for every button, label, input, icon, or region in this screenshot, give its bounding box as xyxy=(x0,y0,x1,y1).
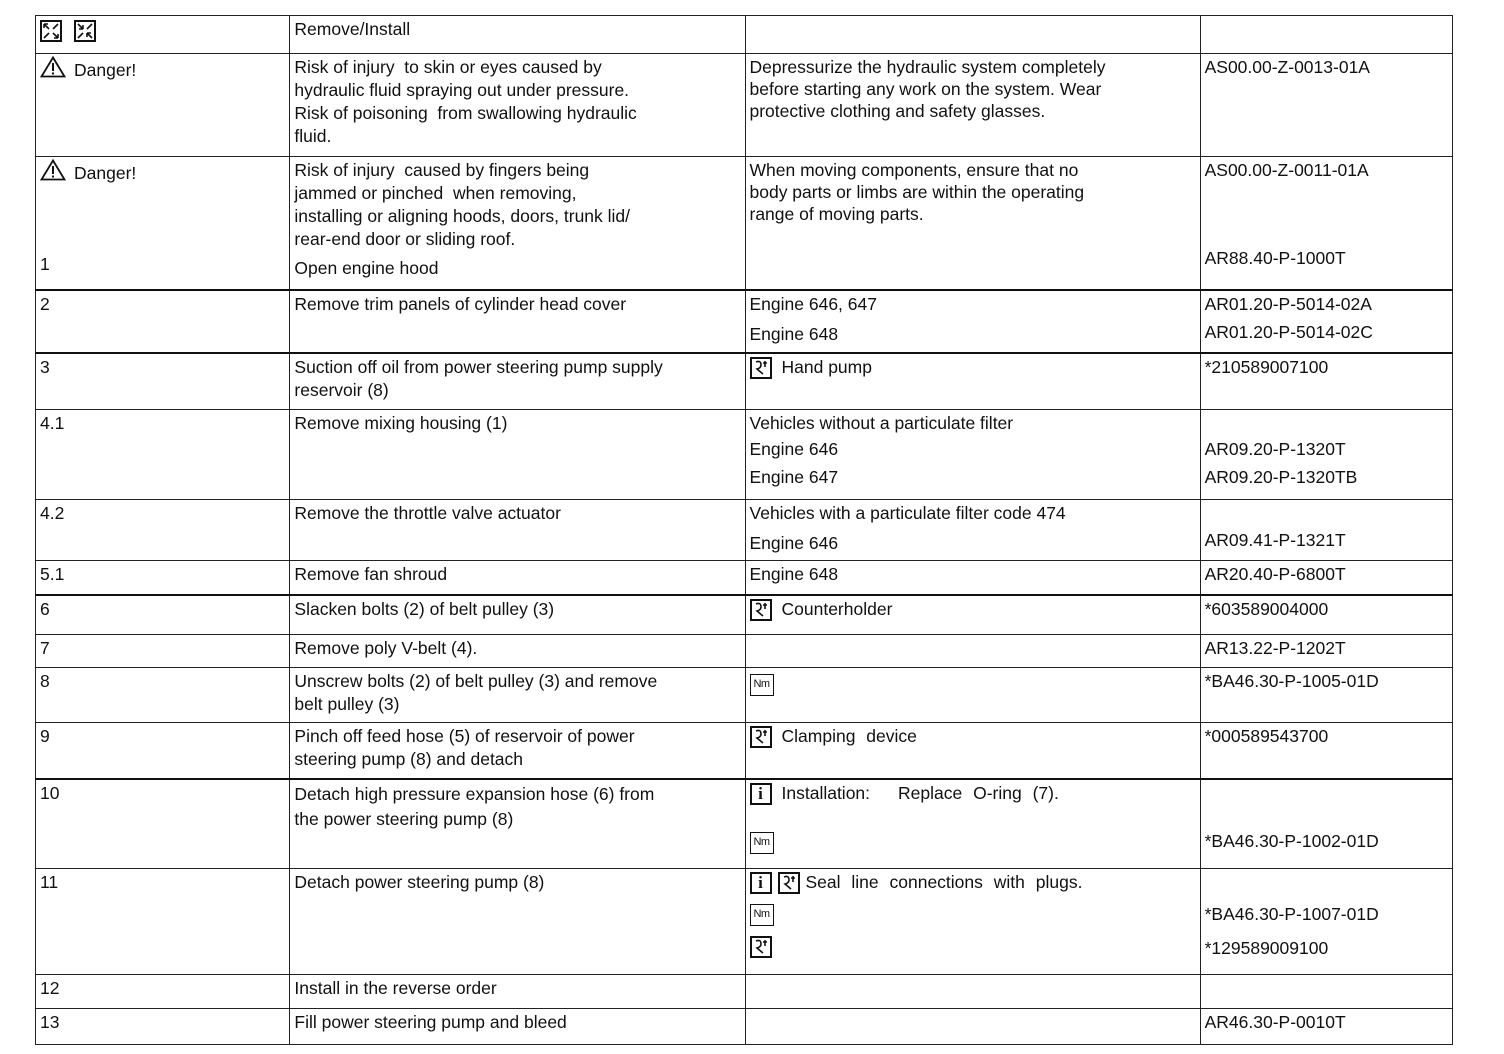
step-ref: AR20.40-P-6800T xyxy=(1200,561,1452,596)
special-tool-icon xyxy=(750,726,772,748)
step-number: 12 xyxy=(36,975,290,1009)
step-ref: *BA46.30-P-1002-01D xyxy=(1204,831,1379,851)
step-action: Remove trim panels of cylinder head cover xyxy=(290,290,745,353)
step-number: 1 xyxy=(40,254,50,274)
table-row xyxy=(36,500,1453,561)
procedure-table xyxy=(35,15,1453,1045)
torque-nm-icon: Nm xyxy=(750,674,774,696)
danger-label: Danger! xyxy=(74,59,137,80)
danger-ref: AS00.00-Z-0011-01A xyxy=(1204,160,1369,180)
header-empty-3 xyxy=(745,16,1200,54)
step-number: 7 xyxy=(36,635,290,668)
step-number: 8 xyxy=(36,668,290,723)
header-title: Remove/Install xyxy=(290,16,745,54)
danger-measure-text: When moving components, ensure that no body parts or limbs are within the operating range of moving parts. xyxy=(745,157,1200,291)
step-note: Seal line connections with plugs. xyxy=(805,872,1083,892)
table-row xyxy=(36,595,1453,635)
step-action: Fill power steering pump and bleed xyxy=(290,1009,745,1045)
step-action: Open engine hood xyxy=(294,258,439,278)
table-row: 9 Pinch off feed hose (5) of reservoir of power steering pump (8) and detach Clamping device *000589543700 xyxy=(36,723,1453,780)
table-row xyxy=(36,635,1453,668)
step-ref: AR13.22-P-1202T xyxy=(1200,635,1452,668)
step-number: 3 xyxy=(36,353,290,410)
step-ref: AR09.41-P-1321T xyxy=(1204,530,1346,550)
table-row xyxy=(36,1009,1453,1045)
step-action: Remove fan shroud xyxy=(290,561,745,596)
step-note: Counterholder xyxy=(781,599,893,619)
info-icon: i xyxy=(750,872,772,894)
step-action: Install in the reverse order xyxy=(290,975,745,1009)
step-ref: AR09.20-P-1320TB xyxy=(1204,467,1358,487)
info-icon: i xyxy=(750,783,772,805)
special-tool-icon xyxy=(750,599,772,621)
table-row xyxy=(36,869,1453,975)
step-number: 4.1 xyxy=(36,410,290,500)
step-ref: *BA46.30-P-1007-01D xyxy=(1204,904,1379,924)
special-tool-icon xyxy=(778,872,800,894)
step-ref: *210589007100 xyxy=(1200,353,1452,410)
step-number: 2 xyxy=(36,290,290,353)
step-ref: *000589543700 xyxy=(1200,723,1452,780)
step-note: Replace O-ring (7). xyxy=(898,783,1059,803)
step-number: 13 xyxy=(36,1009,290,1045)
step-action: Remove mixing housing (1) xyxy=(290,410,745,500)
step-ref: *129589009100 xyxy=(1204,938,1329,958)
step-ref: AR46.30-P-0010T xyxy=(1200,1009,1452,1045)
step-number: 10 xyxy=(36,779,290,869)
step-number: 4.2 xyxy=(36,500,290,561)
step-note: Vehicles with a particulate filter code 474 xyxy=(749,503,1066,523)
table-row xyxy=(36,290,1453,353)
header-icons-cell xyxy=(36,16,290,54)
remove-arrows-icon xyxy=(40,20,62,42)
step-ref: AR88.40-P-1000T xyxy=(1204,248,1346,268)
step-note: Engine 648 xyxy=(749,324,839,344)
step-note: Engine 646, 647 xyxy=(749,294,877,314)
step-action: Slacken bolts (2) of belt pulley (3) xyxy=(290,595,745,635)
danger-measure-text: Depressurize the hydraulic system completely before starting any work on the system. Wear protective clothing and safety glasses. xyxy=(745,54,1200,157)
danger-label: Danger! xyxy=(74,162,137,183)
table-row xyxy=(36,561,1453,596)
step-ref: AR01.20-P-5014-02A xyxy=(1204,294,1372,314)
header-row xyxy=(36,16,1453,54)
step-ref: AR01.20-P-5014-02C xyxy=(1204,322,1373,342)
step-action: Remove poly V-belt (4). xyxy=(290,635,745,668)
step-action: Remove the throttle valve actuator xyxy=(290,500,745,561)
table-row: 8 Unscrew bolts (2) of belt pulley (3) and remove belt pulley (3) Nm *BA46.30-P-1005-01D xyxy=(36,668,1453,723)
step-note: Engine 648 xyxy=(745,561,1200,596)
special-tool-icon xyxy=(750,357,772,379)
torque-nm-icon: Nm xyxy=(750,904,774,926)
danger-risk-text: Risk of injury to skin or eyes caused by hydraulic fluid spraying out under pressure. Risk of poisoning from swallowing hydraulic fluid. xyxy=(290,54,745,157)
warning-triangle-icon xyxy=(40,159,66,187)
danger-row xyxy=(36,54,1453,157)
step-number: 9 xyxy=(36,723,290,780)
step-action: Detach power steering pump (8) xyxy=(290,869,745,975)
step-note: Clamping device xyxy=(781,726,917,746)
install-arrows-icon xyxy=(74,20,96,42)
step-ref: AR09.20-P-1320T xyxy=(1204,439,1346,459)
step-note: Vehicles without a particulate filter xyxy=(749,413,1014,433)
step-note: Engine 646 xyxy=(749,533,839,553)
header-empty-4 xyxy=(1200,16,1452,54)
table-row xyxy=(36,975,1453,1009)
torque-nm-icon: Nm xyxy=(750,832,774,854)
table-row: 3 Suction off oil from power steering pump supply reservoir (8) Hand pump *210589007100 xyxy=(36,353,1453,410)
table-row: 10 Detach high pressure expansion hose (6) from the power steering pump (8) i Installation: Replace O-ring (7). Nm *BA46.30-P-1002-01D xyxy=(36,779,1453,869)
step-number: 11 xyxy=(36,869,290,975)
warning-triangle-icon xyxy=(40,56,66,84)
danger-ref: AS00.00-Z-0013-01A xyxy=(1200,54,1452,157)
step-number: 5.1 xyxy=(36,561,290,596)
step-number: 6 xyxy=(36,595,290,635)
step-note: Engine 647 xyxy=(749,467,839,487)
step-ref: *BA46.30-P-1005-01D xyxy=(1200,668,1452,723)
table-row xyxy=(36,410,1453,500)
step-note: Hand pump xyxy=(781,357,872,377)
danger-row xyxy=(36,157,1453,291)
step-ref: *603589004000 xyxy=(1200,595,1452,635)
step-note: Engine 646 xyxy=(749,439,839,459)
danger-risk-text: Risk of injury caused by fingers being jammed or pinched when removing, installing or aligning hoods, doors, trunk lid/ rear-end door or sliding roof. Open engine hood xyxy=(290,157,745,291)
installation-label: Installation: xyxy=(781,783,871,803)
special-tool-icon xyxy=(750,936,772,958)
